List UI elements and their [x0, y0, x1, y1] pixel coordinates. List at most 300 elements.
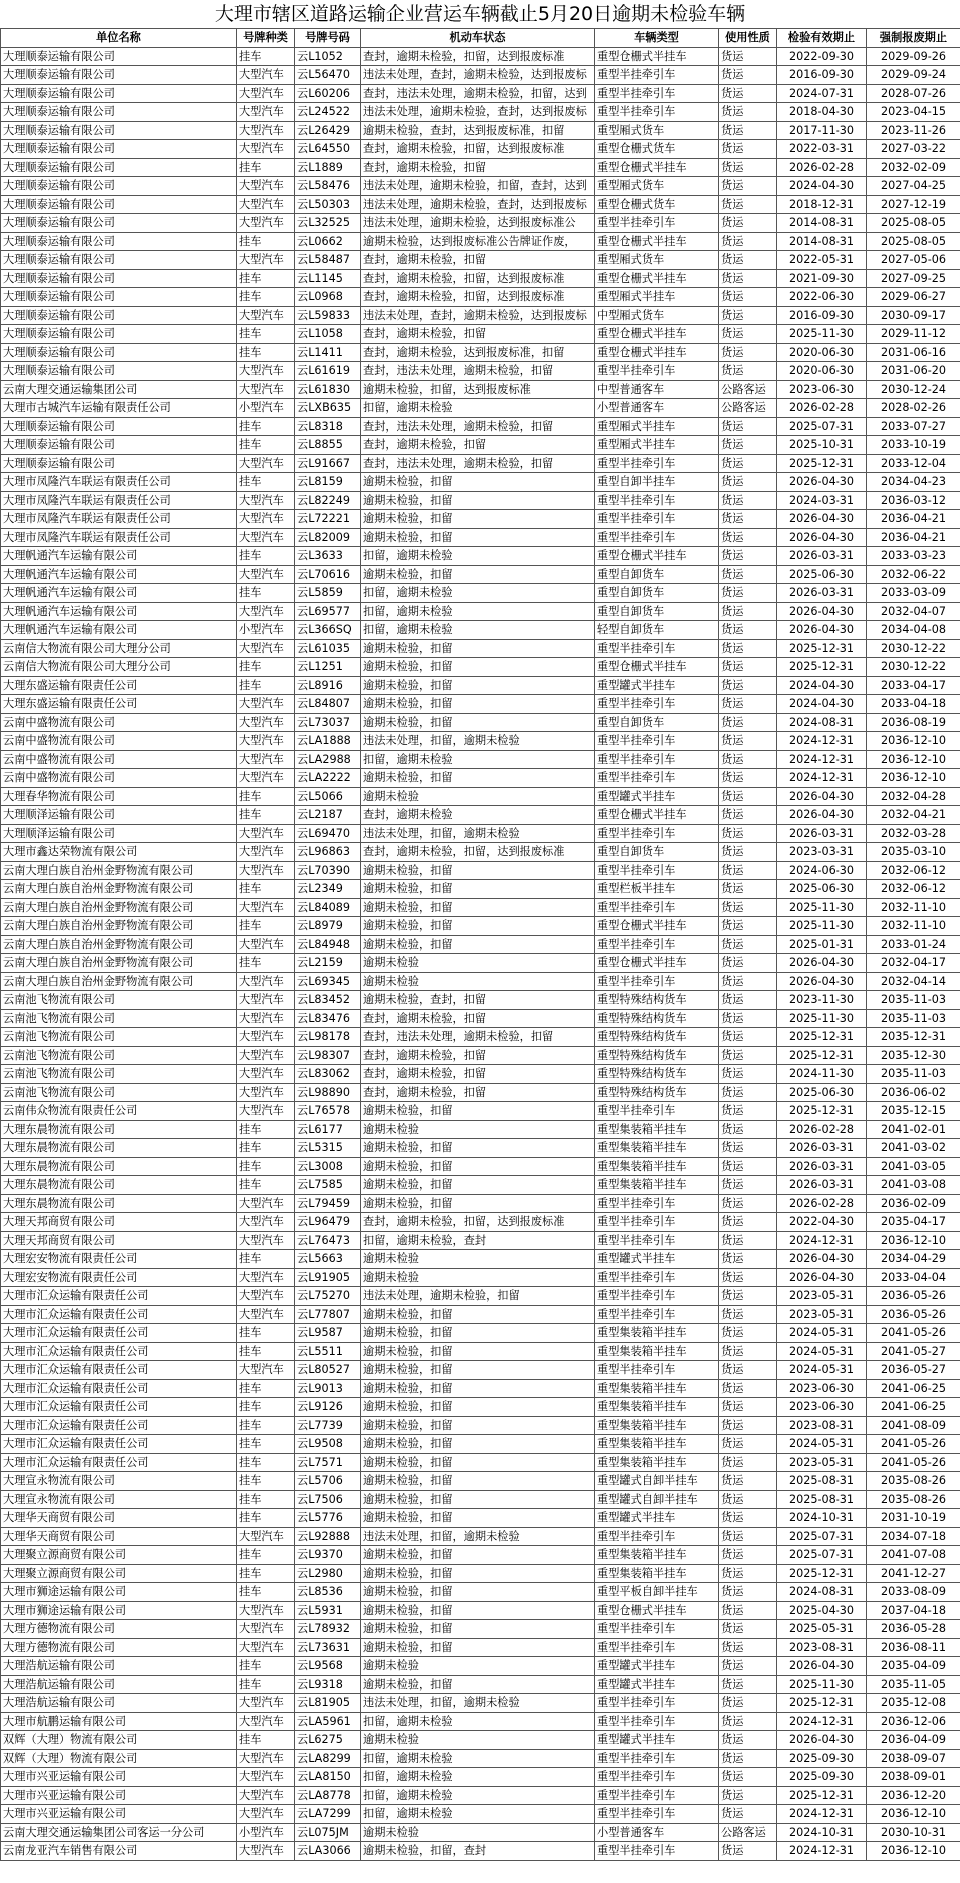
cell-usage: 货运 [719, 1601, 777, 1620]
cell-inspection-expiry: 2025-12-31 [777, 1786, 867, 1805]
cell-plate-number: 云L8159 [295, 473, 361, 492]
table-row [1, 1046, 960, 1065]
cell-unit-name: 云南池飞物流有限公司 [1, 1009, 237, 1028]
cell-usage: 货运 [719, 1768, 777, 1787]
cell-inspection-expiry: 2025-07-31 [777, 1527, 867, 1546]
cell-scrap-deadline: 2023-04-15 [867, 103, 960, 122]
cell-scrap-deadline: 2028-07-26 [867, 84, 960, 103]
cell-scrap-deadline: 2035-11-03 [867, 1009, 960, 1028]
cell-vehicle-status: 逾期未检验，扣留 [361, 1157, 595, 1176]
cell-inspection-expiry: 2024-03-31 [777, 491, 867, 510]
cell-vehicle-status: 逾期未检验，扣留 [361, 639, 595, 658]
cell-scrap-deadline: 2030-12-22 [867, 639, 960, 658]
cell-vehicle-status: 查封，逾期未检验，扣留 [361, 1083, 595, 1102]
cell-scrap-deadline: 2031-06-16 [867, 343, 960, 362]
cell-unit-name: 大理市鑫达荣物流有限公司 [1, 843, 237, 862]
cell-scrap-deadline: 2032-04-07 [867, 602, 960, 621]
cell-unit-name: 大理帆通汽车运输有限公司 [1, 602, 237, 621]
cell-vehicle-type: 重型半挂牵引车 [595, 732, 719, 751]
cell-plate-type: 大型汽车 [237, 1213, 295, 1232]
table-row [1, 1786, 960, 1805]
cell-vehicle-type: 重型半挂牵引车 [595, 1361, 719, 1380]
cell-vehicle-type: 重型自卸半挂车 [595, 473, 719, 492]
cell-unit-name: 大理顺泰运输有限公司 [1, 251, 237, 270]
cell-vehicle-status: 逾期未检验 [361, 1823, 595, 1842]
cell-vehicle-type: 重型仓栅式半挂车 [595, 1601, 719, 1620]
cell-vehicle-status: 扣留，逾期未检验 [361, 1786, 595, 1805]
cell-plate-number: 云LA8150 [295, 1768, 361, 1787]
cell-unit-name: 云南大理交通运输集团公司客运一分公司 [1, 1823, 237, 1842]
cell-plate-type: 大型汽车 [237, 491, 295, 510]
cell-unit-name: 大理顺泰运输有限公司 [1, 177, 237, 196]
table-row [1, 1490, 960, 1509]
cell-inspection-expiry: 2026-04-30 [777, 473, 867, 492]
cell-plate-type: 挂车 [237, 1453, 295, 1472]
cell-plate-number: 云L366SQ [295, 621, 361, 640]
table-row [1, 880, 960, 899]
cell-vehicle-status: 逾期未检验，扣留 [361, 861, 595, 880]
cell-plate-type: 大型汽车 [237, 1601, 295, 1620]
cell-unit-name: 大理顺泰运输有限公司 [1, 306, 237, 325]
cell-unit-name: 大理顺泰运输有限公司 [1, 343, 237, 362]
cell-vehicle-status: 扣留，逾期未检验，查封 [361, 1231, 595, 1250]
cell-plate-type: 挂车 [237, 917, 295, 936]
cell-plate-number: 云L5066 [295, 787, 361, 806]
cell-plate-number: 云L9568 [295, 1657, 361, 1676]
cell-unit-name: 大理顺泰运输有限公司 [1, 232, 237, 251]
cell-plate-type: 挂车 [237, 1139, 295, 1158]
cell-vehicle-status: 逾期未检验，扣留 [361, 491, 595, 510]
cell-vehicle-status: 查封，逾期未检验，扣留，达到报废标准 [361, 1213, 595, 1232]
cell-inspection-expiry: 2025-04-30 [777, 1601, 867, 1620]
cell-usage: 货运 [719, 510, 777, 529]
table-row [1, 1768, 960, 1787]
cell-vehicle-status: 逾期未检验，扣留 [361, 1102, 595, 1121]
cell-inspection-expiry: 2024-06-30 [777, 861, 867, 880]
cell-vehicle-type: 重型厢式货车 [595, 251, 719, 270]
cell-inspection-expiry: 2016-09-30 [777, 306, 867, 325]
cell-inspection-expiry: 2025-06-30 [777, 880, 867, 899]
cell-vehicle-type: 重型特殊结构货车 [595, 1009, 719, 1028]
cell-vehicle-type: 重型罐式半挂车 [595, 1731, 719, 1750]
cell-plate-number: 云L8916 [295, 676, 361, 695]
cell-plate-number: 云L2980 [295, 1564, 361, 1583]
cell-usage: 货运 [719, 1805, 777, 1824]
cell-plate-type: 大型汽车 [237, 1620, 295, 1639]
cell-unit-name: 云南大理白族自治州金野物流有限公司 [1, 917, 237, 936]
table-row [1, 1712, 960, 1731]
table-row [1, 1287, 960, 1306]
cell-unit-name: 云南池飞物流有限公司 [1, 1065, 237, 1084]
cell-vehicle-type: 重型集装箱半挂车 [595, 1435, 719, 1454]
cell-vehicle-status: 逾期未检验，扣留 [361, 1194, 595, 1213]
cell-unit-name: 大理东晨物流有限公司 [1, 1139, 237, 1158]
cell-vehicle-status: 逾期未检验，扣留 [361, 1379, 595, 1398]
cell-usage: 货运 [719, 1120, 777, 1139]
cell-inspection-expiry: 2018-12-31 [777, 195, 867, 214]
cell-vehicle-status: 查封，逾期未检验，扣留，达到报废标准 [361, 47, 595, 66]
cell-vehicle-status: 逾期未检验 [361, 1731, 595, 1750]
cell-scrap-deadline: 2036-12-06 [867, 1712, 960, 1731]
cell-scrap-deadline: 2036-12-10 [867, 732, 960, 751]
cell-inspection-expiry: 2026-02-28 [777, 1120, 867, 1139]
cell-inspection-expiry: 2023-05-31 [777, 1287, 867, 1306]
table-row [1, 1176, 960, 1195]
cell-plate-number: 云L0662 [295, 232, 361, 251]
cell-plate-number: 云L80527 [295, 1361, 361, 1380]
cell-inspection-expiry: 2024-12-31 [777, 750, 867, 769]
cell-plate-number: 云L7585 [295, 1176, 361, 1195]
cell-scrap-deadline: 2036-05-26 [867, 1305, 960, 1324]
cell-scrap-deadline: 2029-09-24 [867, 66, 960, 85]
cell-plate-number: 云L5315 [295, 1139, 361, 1158]
cell-scrap-deadline: 2035-08-26 [867, 1490, 960, 1509]
cell-scrap-deadline: 2027-03-22 [867, 140, 960, 159]
cell-plate-number: 云L64550 [295, 140, 361, 159]
cell-vehicle-status: 扣留，逾期未检验 [361, 750, 595, 769]
cell-unit-name: 大理顺泰运输有限公司 [1, 362, 237, 381]
table-row [1, 1564, 960, 1583]
header-usage: 使用性质 [719, 29, 777, 48]
table-row [1, 695, 960, 714]
cell-vehicle-status: 违法未处理，扣留，逾期未检验 [361, 824, 595, 843]
cell-scrap-deadline: 2035-12-31 [867, 1028, 960, 1047]
cell-unit-name: 云南池飞物流有限公司 [1, 1083, 237, 1102]
cell-unit-name: 大理市兴亚运输有限公司 [1, 1805, 237, 1824]
cell-inspection-expiry: 2024-12-31 [777, 1712, 867, 1731]
header-row [1, 29, 960, 48]
cell-inspection-expiry: 2021-09-30 [777, 269, 867, 288]
cell-vehicle-type: 重型罐式自卸半挂车 [595, 1472, 719, 1491]
cell-vehicle-type: 重型半挂牵引车 [595, 935, 719, 954]
cell-plate-number: 云L5859 [295, 584, 361, 603]
cell-usage: 货运 [719, 158, 777, 177]
table-row [1, 417, 960, 436]
cell-inspection-expiry: 2024-04-30 [777, 676, 867, 695]
cell-plate-type: 大型汽车 [237, 84, 295, 103]
cell-vehicle-status: 查封，逾期未检验，扣留，达到报废标准 [361, 269, 595, 288]
cell-unit-name: 大理市汇众运输有限责任公司 [1, 1361, 237, 1380]
table-row [1, 288, 960, 307]
cell-plate-type: 挂车 [237, 1342, 295, 1361]
table-row [1, 1250, 960, 1269]
cell-vehicle-type: 重型仓栅式半挂车 [595, 158, 719, 177]
cell-vehicle-status: 违法未处理，逾期未检验，扣留 [361, 1287, 595, 1306]
cell-scrap-deadline: 2041-03-05 [867, 1157, 960, 1176]
cell-plate-number: 云L9508 [295, 1435, 361, 1454]
cell-vehicle-type: 重型自卸货车 [595, 565, 719, 584]
cell-scrap-deadline: 2037-04-18 [867, 1601, 960, 1620]
cell-usage: 货运 [719, 232, 777, 251]
cell-vehicle-type: 重型半挂牵引车 [595, 214, 719, 233]
table-row [1, 1472, 960, 1491]
cell-plate-number: 云L8855 [295, 436, 361, 455]
cell-vehicle-type: 重型厢式半挂车 [595, 288, 719, 307]
cell-plate-type: 大型汽车 [237, 380, 295, 399]
cell-unit-name: 大理顺泰运输有限公司 [1, 436, 237, 455]
cell-vehicle-type: 重型仓栅式货车 [595, 140, 719, 159]
cell-vehicle-status: 逾期未检验，扣留 [361, 1453, 595, 1472]
cell-unit-name: 云南中盛物流有限公司 [1, 769, 237, 788]
table-row [1, 473, 960, 492]
cell-unit-name: 大理帆通汽车运输有限公司 [1, 547, 237, 566]
table-row [1, 528, 960, 547]
cell-plate-type: 大型汽车 [237, 1527, 295, 1546]
cell-inspection-expiry: 2025-07-31 [777, 417, 867, 436]
cell-inspection-expiry: 2022-09-30 [777, 47, 867, 66]
cell-scrap-deadline: 2036-04-21 [867, 528, 960, 547]
cell-unit-name: 大理顺泰运输有限公司 [1, 84, 237, 103]
cell-vehicle-status: 逾期未检验，扣留 [361, 769, 595, 788]
cell-scrap-deadline: 2041-05-27 [867, 1342, 960, 1361]
cell-vehicle-status: 查封，违法未处理，逾期未检验，扣留，达到 [361, 84, 595, 103]
cell-usage: 货运 [719, 1379, 777, 1398]
cell-vehicle-status: 逾期未检验，扣留 [361, 676, 595, 695]
cell-plate-type: 大型汽车 [237, 1083, 295, 1102]
cell-inspection-expiry: 2025-08-31 [777, 1490, 867, 1509]
cell-usage: 货运 [719, 1546, 777, 1565]
table-row [1, 103, 960, 122]
table-row [1, 843, 960, 862]
cell-vehicle-type: 中型厢式货车 [595, 306, 719, 325]
cell-vehicle-type: 重型罐式半挂车 [595, 1675, 719, 1694]
table-row [1, 1157, 960, 1176]
cell-inspection-expiry: 2025-11-30 [777, 1675, 867, 1694]
cell-usage: 公路客运 [719, 380, 777, 399]
cell-plate-type: 大型汽车 [237, 713, 295, 732]
cell-inspection-expiry: 2025-08-31 [777, 1472, 867, 1491]
cell-plate-number: 云L82009 [295, 528, 361, 547]
cell-plate-number: 云LA8299 [295, 1749, 361, 1768]
cell-vehicle-type: 重型半挂牵引车 [595, 1194, 719, 1213]
cell-plate-type: 大型汽车 [237, 1028, 295, 1047]
cell-scrap-deadline: 2041-08-09 [867, 1416, 960, 1435]
cell-inspection-expiry: 2020-06-30 [777, 343, 867, 362]
cell-unit-name: 云南中盛物流有限公司 [1, 713, 237, 732]
cell-vehicle-status: 逾期未检验，扣留 [361, 1546, 595, 1565]
cell-inspection-expiry: 2018-04-30 [777, 103, 867, 122]
cell-vehicle-status: 查封，逾期未检验，扣留 [361, 436, 595, 455]
cell-scrap-deadline: 2036-12-10 [867, 750, 960, 769]
cell-plate-number: 云L1889 [295, 158, 361, 177]
table-row [1, 676, 960, 695]
cell-inspection-expiry: 2024-05-31 [777, 1324, 867, 1343]
cell-inspection-expiry: 2025-12-31 [777, 1102, 867, 1121]
cell-scrap-deadline: 2027-09-25 [867, 269, 960, 288]
cell-unit-name: 大理天邦商贸有限公司 [1, 1213, 237, 1232]
cell-vehicle-type: 重型仓栅式货车 [595, 195, 719, 214]
cell-unit-name: 大理顺泰运输有限公司 [1, 325, 237, 344]
cell-usage: 货运 [719, 1176, 777, 1195]
cell-scrap-deadline: 2032-06-22 [867, 565, 960, 584]
cell-plate-number: 云L59833 [295, 306, 361, 325]
cell-unit-name: 大理顺泰运输有限公司 [1, 47, 237, 66]
cell-plate-type: 大型汽车 [237, 750, 295, 769]
cell-usage: 货运 [719, 84, 777, 103]
cell-vehicle-type: 小型普通客车 [595, 399, 719, 418]
cell-inspection-expiry: 2024-07-31 [777, 84, 867, 103]
cell-unit-name: 大理帆通汽车运输有限公司 [1, 621, 237, 640]
cell-plate-number: 云L8536 [295, 1583, 361, 1602]
cell-plate-number: 云L83452 [295, 991, 361, 1010]
cell-usage: 货运 [719, 1620, 777, 1639]
cell-plate-type: 大型汽车 [237, 1638, 295, 1657]
cell-vehicle-status: 逾期未检验，扣留 [361, 917, 595, 936]
cell-inspection-expiry: 2025-09-30 [777, 1749, 867, 1768]
cell-plate-type: 大型汽车 [237, 66, 295, 85]
cell-vehicle-status: 违法未处理，扣留，逾期未检验 [361, 732, 595, 751]
cell-scrap-deadline: 2041-05-26 [867, 1435, 960, 1454]
cell-plate-type: 大型汽车 [237, 1046, 295, 1065]
cell-scrap-deadline: 2035-04-09 [867, 1657, 960, 1676]
cell-unit-name: 大理顺泰运输有限公司 [1, 269, 237, 288]
cell-plate-type: 挂车 [237, 787, 295, 806]
cell-inspection-expiry: 2024-12-31 [777, 1231, 867, 1250]
cell-scrap-deadline: 2036-06-02 [867, 1083, 960, 1102]
table-row [1, 343, 960, 362]
table-row [1, 84, 960, 103]
cell-unit-name: 大理市汇众运输有限责任公司 [1, 1398, 237, 1417]
cell-vehicle-status: 扣留，逾期未检验 [361, 399, 595, 418]
cell-scrap-deadline: 2036-04-21 [867, 510, 960, 529]
cell-plate-type: 挂车 [237, 954, 295, 973]
cell-inspection-expiry: 2025-11-30 [777, 1009, 867, 1028]
cell-vehicle-status: 查封，逾期未检验，扣留，达到报废标准 [361, 843, 595, 862]
cell-scrap-deadline: 2032-03-28 [867, 824, 960, 843]
cell-vehicle-status: 查封，逾期未检验，扣留 [361, 251, 595, 270]
cell-vehicle-type: 重型半挂牵引车 [595, 103, 719, 122]
cell-plate-type: 大型汽车 [237, 1805, 295, 1824]
cell-inspection-expiry: 2025-11-30 [777, 917, 867, 936]
cell-scrap-deadline: 2035-12-30 [867, 1046, 960, 1065]
table-row [1, 1139, 960, 1158]
cell-plate-number: 云L69345 [295, 972, 361, 991]
cell-plate-type: 挂车 [237, 436, 295, 455]
cell-vehicle-status: 逾期未检验，扣留 [361, 1620, 595, 1639]
cell-scrap-deadline: 2038-09-01 [867, 1768, 960, 1787]
cell-unit-name: 大理宏安物流有限责任公司 [1, 1250, 237, 1269]
cell-usage: 货运 [719, 1268, 777, 1287]
cell-scrap-deadline: 2034-07-18 [867, 1527, 960, 1546]
cell-vehicle-status: 逾期未检验，扣留 [361, 713, 595, 732]
cell-plate-number: 云L2187 [295, 806, 361, 825]
cell-vehicle-status: 逾期未检验 [361, 787, 595, 806]
cell-usage: 货运 [719, 1398, 777, 1417]
table-row [1, 1342, 960, 1361]
cell-plate-number: 云L8318 [295, 417, 361, 436]
cell-unit-name: 大理方德物流有限公司 [1, 1620, 237, 1639]
cell-vehicle-type: 重型仓栅式半挂车 [595, 658, 719, 677]
cell-plate-type: 大型汽车 [237, 972, 295, 991]
cell-usage: 货运 [719, 602, 777, 621]
cell-vehicle-type: 重型半挂牵引车 [595, 861, 719, 880]
cell-usage: 货运 [719, 1694, 777, 1713]
table-row [1, 1305, 960, 1324]
table-row [1, 991, 960, 1010]
cell-inspection-expiry: 2023-05-31 [777, 1453, 867, 1472]
cell-vehicle-status: 逾期未检验，扣留 [361, 1638, 595, 1657]
cell-scrap-deadline: 2033-03-09 [867, 584, 960, 603]
cell-vehicle-type: 重型半挂牵引车 [595, 66, 719, 85]
cell-inspection-expiry: 2026-04-30 [777, 972, 867, 991]
cell-inspection-expiry: 2024-10-31 [777, 1509, 867, 1528]
cell-usage: 货运 [719, 732, 777, 751]
cell-usage: 货运 [719, 491, 777, 510]
cell-plate-number: 云L1411 [295, 343, 361, 362]
cell-unit-name: 云南信大物流有限公司大理分公司 [1, 658, 237, 677]
cell-unit-name: 大理市兴亚运输有限公司 [1, 1768, 237, 1787]
cell-vehicle-type: 重型集装箱半挂车 [595, 1139, 719, 1158]
cell-plate-type: 挂车 [237, 1583, 295, 1602]
table-row [1, 158, 960, 177]
cell-scrap-deadline: 2032-11-10 [867, 917, 960, 936]
cell-inspection-expiry: 2026-03-31 [777, 547, 867, 566]
cell-plate-type: 挂车 [237, 1398, 295, 1417]
table-row [1, 1009, 960, 1028]
cell-usage: 货运 [719, 695, 777, 714]
cell-unit-name: 大理市汇众运输有限责任公司 [1, 1453, 237, 1472]
cell-inspection-expiry: 2014-08-31 [777, 232, 867, 251]
cell-plate-number: 云LA2222 [295, 769, 361, 788]
cell-vehicle-status: 逾期未检验，扣留 [361, 1324, 595, 1343]
cell-unit-name: 大理浩航运输有限公司 [1, 1657, 237, 1676]
cell-plate-number: 云L7571 [295, 1453, 361, 1472]
cell-vehicle-type: 重型仓栅式半挂车 [595, 954, 719, 973]
cell-vehicle-type: 重型半挂牵引车 [595, 1620, 719, 1639]
table-row [1, 1453, 960, 1472]
cell-plate-number: 云L1052 [295, 47, 361, 66]
cell-plate-number: 云L5663 [295, 1250, 361, 1269]
table-row [1, 1324, 960, 1343]
cell-plate-type: 大型汽车 [237, 214, 295, 233]
cell-vehicle-type: 重型罐式自卸半挂车 [595, 1490, 719, 1509]
cell-vehicle-status: 违法未处理，逾期未检验，达到报废标准公 [361, 214, 595, 233]
cell-usage: 货运 [719, 1157, 777, 1176]
cell-scrap-deadline: 2033-08-09 [867, 1583, 960, 1602]
cell-usage: 货运 [719, 47, 777, 66]
cell-usage: 货运 [719, 1139, 777, 1158]
cell-vehicle-status: 扣留，逾期未检验 [361, 602, 595, 621]
table-row [1, 1749, 960, 1768]
cell-usage: 货运 [719, 66, 777, 85]
cell-vehicle-status: 逾期未检验 [361, 1657, 595, 1676]
cell-plate-number: 云L61619 [295, 362, 361, 381]
cell-plate-number: 云L75270 [295, 1287, 361, 1306]
cell-plate-type: 挂车 [237, 1416, 295, 1435]
cell-vehicle-status: 逾期未检验，扣留 [361, 473, 595, 492]
cell-vehicle-type: 重型自卸货车 [595, 843, 719, 862]
cell-scrap-deadline: 2032-04-21 [867, 806, 960, 825]
cell-usage: 货运 [719, 1287, 777, 1306]
cell-plate-number: 云L1145 [295, 269, 361, 288]
cell-plate-number: 云L79459 [295, 1194, 361, 1213]
cell-plate-number: 云L81905 [295, 1694, 361, 1713]
cell-vehicle-type: 重型厢式货车 [595, 177, 719, 196]
cell-vehicle-status: 违法未处理，查封，逾期未检验，达到报废标 [361, 66, 595, 85]
cell-scrap-deadline: 2030-10-31 [867, 1823, 960, 1842]
cell-plate-number: 云L3008 [295, 1157, 361, 1176]
cell-vehicle-type: 重型集装箱半挂车 [595, 1342, 719, 1361]
cell-usage: 货运 [719, 251, 777, 270]
table-row [1, 325, 960, 344]
cell-unit-name: 双辉（大理）物流有限公司 [1, 1731, 237, 1750]
cell-plate-type: 大型汽车 [237, 1194, 295, 1213]
vehicle-table [0, 28, 960, 1861]
cell-scrap-deadline: 2041-06-25 [867, 1398, 960, 1417]
cell-unit-name: 云南大理白族自治州金野物流有限公司 [1, 954, 237, 973]
cell-inspection-expiry: 2022-04-30 [777, 1213, 867, 1232]
cell-scrap-deadline: 2033-01-24 [867, 935, 960, 954]
